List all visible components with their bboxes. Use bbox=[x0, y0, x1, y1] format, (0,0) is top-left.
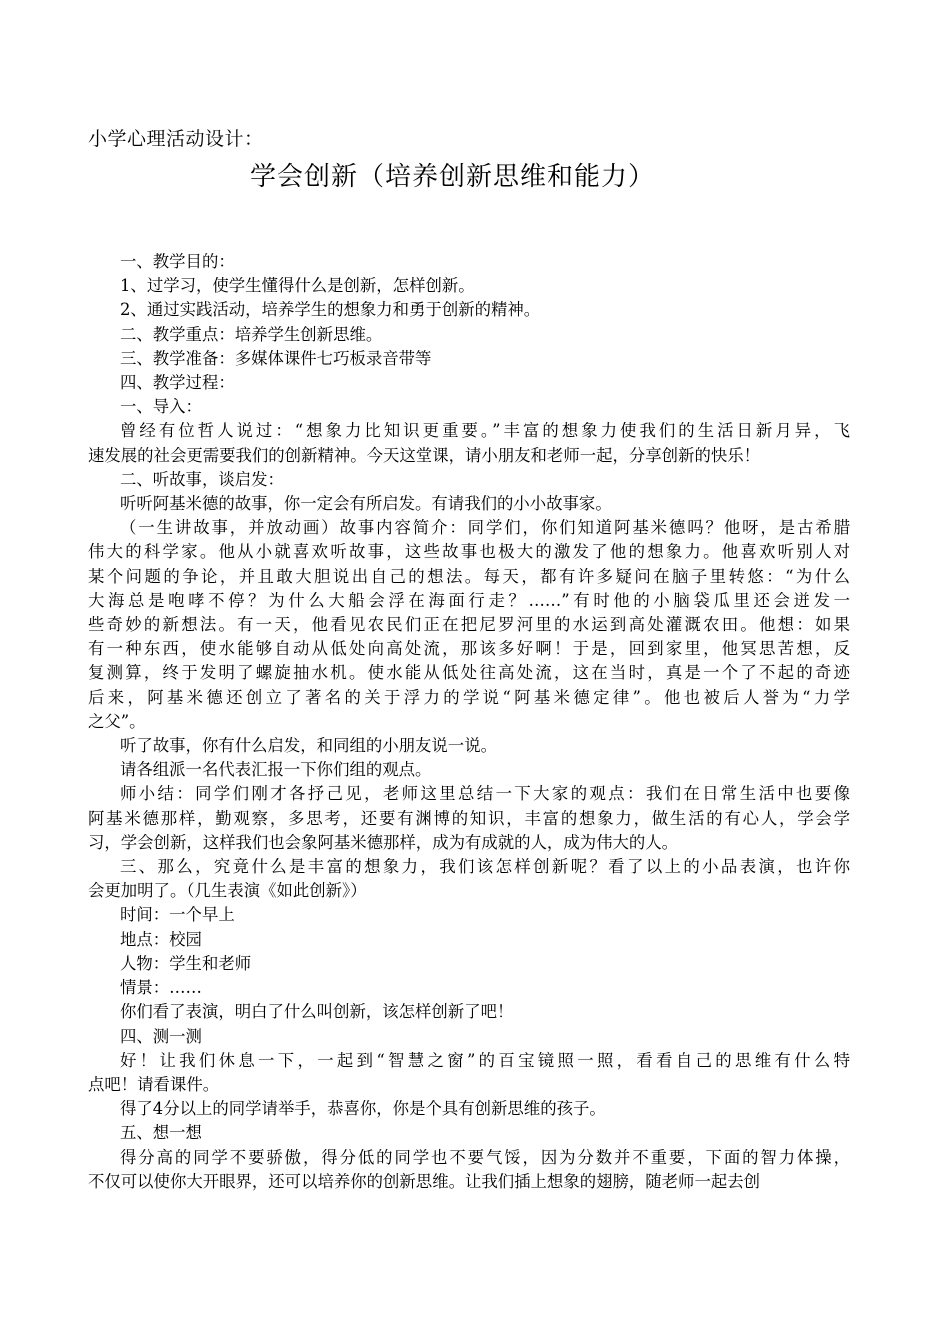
document-subtitle: 小学心理活动设计： bbox=[88, 128, 264, 150]
paragraph-line: 点吧！请看课件。 bbox=[88, 1074, 220, 1094]
paragraph-line: 三、那么，究竟什么是丰富的想象力，我们该怎样创新呢？看了以上的小品表演，也许你 bbox=[120, 857, 850, 877]
paragraph-line: 听了故事，你有什么启发，和同组的小朋友说一说。 bbox=[120, 736, 497, 756]
paragraph-line: 不仅可以使你大开眼界，还可以培养你的创新思维。让我们插上想象的翅膀，随老师一起去创 bbox=[88, 1171, 761, 1191]
paragraph-line: 有一种东西，使水能够自动从低处向高处流，那该多好啊！于是，回到家里，他冥思苦想，反 bbox=[88, 639, 850, 659]
document-title: 学会创新（培养创新思维和能力） bbox=[250, 162, 656, 192]
paragraph-line: （一生讲故事，并放动画）故事内容简介：同学们，你们知道阿基米德吗？他呀，是古希腊 bbox=[120, 518, 850, 538]
paragraph-line: 你们看了表演，明白了什么叫创新，该怎样创新了吧！ bbox=[120, 1002, 514, 1022]
paragraph-line: 好！让我们休息一下，一起到“智慧之窗”的百宝镜照一照，看看自己的思维有什么特 bbox=[120, 1050, 850, 1070]
paragraph-line: 四、测一测 bbox=[120, 1026, 202, 1046]
paragraph-line: 四、教学过程： bbox=[120, 373, 235, 393]
paragraph-line: 2、通过实践活动，培养学生的想象力和勇于创新的精神。 bbox=[120, 300, 541, 320]
paragraph-line: 速发展的社会更需要我们的创新精神。今天这堂课，请小朋友和老师一起，分享创新的快乐！ bbox=[88, 445, 761, 465]
paragraph-line: 后来，阿基米德还创立了著名的关于浮力的学说“阿基米德定律”。他也被后人誉为“力学 bbox=[88, 687, 850, 707]
paragraph-line: 习，学会创新，这样我们也会象阿基米德那样，成为有成就的人，成为伟大的人。 bbox=[88, 832, 679, 852]
paragraph-line: 时间：一个早上 bbox=[120, 905, 235, 925]
paragraph-line: 会更加明了。（几生表演《如此创新》） bbox=[88, 881, 367, 901]
paragraph-line: 曾经有位哲人说过：“想象力比知识更重要。”丰富的想象力使我们的生活日新月异，飞 bbox=[120, 421, 850, 441]
paragraph-line: 复测算，终于发明了螺旋抽水机。使水能从低处往高处流，这在当时，真是一个了不起的奇迹 bbox=[88, 663, 850, 683]
paragraph-line: 些奇妙的新想法。有一天，他看见农民们正在把尼罗河里的水运到高处灌溉农田。他想：如果 bbox=[88, 615, 850, 635]
paragraph-line: 师小结：同学们刚才各抒己见，老师这里总结一下大家的观点：我们在日常生活中也要像 bbox=[120, 784, 850, 804]
paragraph-line: 一、导入： bbox=[120, 397, 202, 417]
paragraph-line: 请各组派一名代表汇报一下你们组的观点。 bbox=[120, 760, 432, 780]
paragraph-line: 阿基米德那样，勤观察，多思考，还要有渊博的知识，丰富的想象力，做生活的有心人，学会学 bbox=[88, 808, 850, 828]
paragraph-line: 之父”。 bbox=[88, 711, 146, 731]
paragraph-line: 得分高的同学不要骄傲，得分低的同学也不要气馁，因为分数并不重要，下面的智力体操， bbox=[120, 1147, 850, 1167]
paragraph-line: 一、教学目的： bbox=[120, 252, 235, 271]
paragraph-line: 二、听故事，谈启发： bbox=[120, 469, 284, 489]
paragraph-line: 二、教学重点：培养学生创新思维。 bbox=[120, 324, 383, 344]
paragraph-line: 地点：校园 bbox=[120, 929, 202, 949]
paragraph-line: 得了4分以上的同学请举手，恭喜你，你是个具有创新思维的孩子。 bbox=[120, 1099, 606, 1119]
paragraph-line: 1、过学习，使学生懂得什么是创新，怎样创新。 bbox=[120, 276, 475, 296]
paragraph-line: 伟大的科学家。他从小就喜欢听故事，这些故事也极大的激发了他的想象力。他喜欢听别人对 bbox=[88, 542, 850, 562]
paragraph-line: 情景：…… bbox=[120, 978, 202, 998]
paragraph-line: 大海总是咆哮不停？为什么大船会浮在海面行走？……”有时他的小脑袋瓜里还会迸发一 bbox=[88, 590, 850, 610]
paragraph-line: 听听阿基米德的故事，你一定会有所启发。有请我们的小小故事家。 bbox=[120, 494, 612, 514]
paragraph-line: 五、想一想 bbox=[120, 1123, 202, 1143]
paragraph-line: 人物：学生和老师 bbox=[120, 953, 252, 973]
document-body bbox=[88, 250, 850, 1194]
paragraph-line: 三、教学准备：多媒体课件七巧板录音带等 bbox=[120, 348, 432, 368]
paragraph-line: 某个问题的争论，并且敢大胆说出自己的想法。每天，都有许多疑问在脑子里转悠：“为什么 bbox=[88, 566, 850, 586]
